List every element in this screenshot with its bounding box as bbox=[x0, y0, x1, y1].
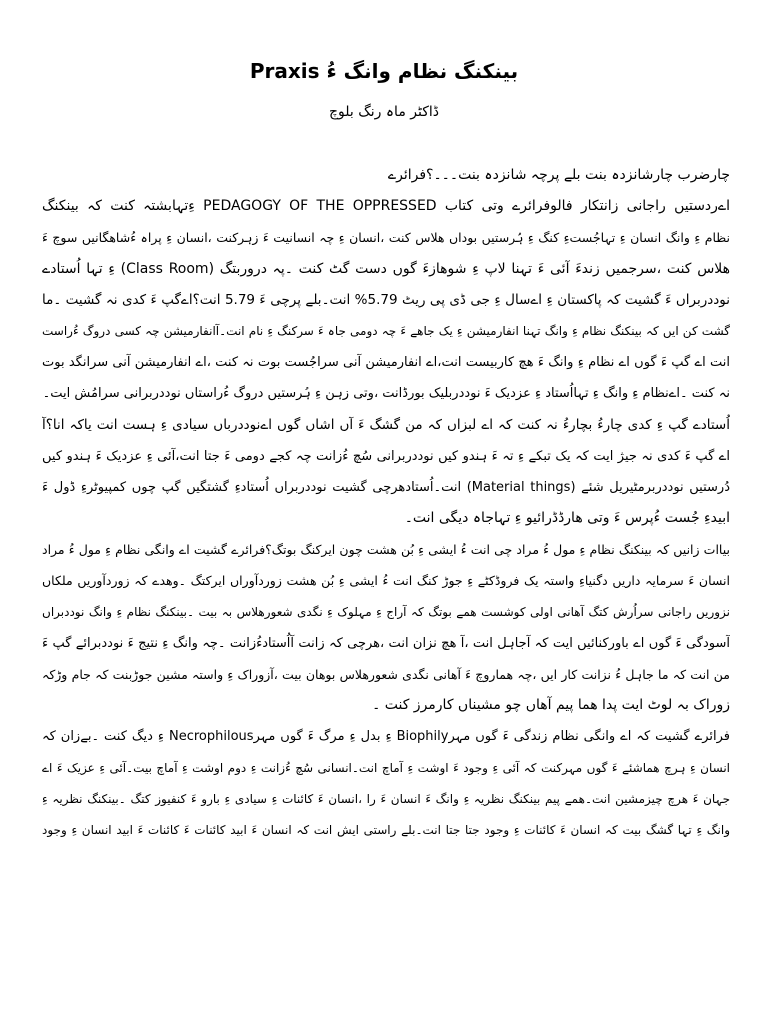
paragraph-line: انسان ءِ ہرچ ھماشئے ءَ گوں مہرکنت کہ آئی ءِ وجود ءَ اوشت ءِ آماچ انت۔انسانی سُچ ءُزانت ءِ دوم اوشت ءِ آماچ بیت۔آئی ءِ عزیک ءَ اے bbox=[42, 760, 730, 775]
paragraph-line: ابیدءِ جُست ءُپرس ءَ وتی ھارڈڈرائیو ءِ تہاجاہ دیگی انت۔ bbox=[404, 510, 730, 527]
paragraph-line: آسودگی ءَ گوں اے باورکنائیں ایت کہ آجاہل انت ،آ ھچ نزان انت ،ھرچی کہ زانت آاُستادءُزانت ۔چہ وانگ ءِ نتیج ءَ نوددبرائے گپ ءَ bbox=[42, 635, 730, 651]
paragraph-line: ھلاس کنت ،سرجمیں زندءَ آئی ءَ تہنا لاپ ءِ شوھازءَ گوں دست گٹ کنت ۔پہ دروربتگ (Class Room) ءِ تہا اُستادے bbox=[42, 260, 730, 277]
paragraph-line: بیاات زانیں کہ بینکنگ نظام ءِ مول ءُ مراد چی انت ءُ ایشی ءِ بُن ھشت چون ایرکنگ بوتگ؟فرائرے گشیت اے وانگی نظام ءِ مول ءُ مراد bbox=[42, 542, 730, 558]
paragraph-line: نہ کنت ۔اےنظام ءِ وانگ ءِ تہااُستاد ءِ عزدیک ءَ نوددربلیک بورڈانت ،وتی زہن ءِ ہُرستیں دروگ ءُراستاں نوددربرانی سرامُش ایت۔ bbox=[42, 386, 730, 402]
paragraph-line: نزوریں راجانی سراُرش کتگ آھانی اولی کوشست ھمے بوتگ کہ آراج ءِ مہلوک ءِ نگدی شعورھلاس بہ بیت ۔بینکنگ نظام ءِ وانگ نوددبراں bbox=[42, 604, 730, 619]
author-name: ڈاکٹر ماہ رنگ بلوچ bbox=[328, 104, 440, 120]
article-body bbox=[42, 160, 730, 846]
paragraph-line: فرائرے گشیت کہ اے وانگی نظام زندگی ءَ گوں مہرBiophily ءِ بدل ءِ مرگ ءَ گوں مہرNecrophilous ءِ دیگ کنت ۔بےزان کہ bbox=[42, 729, 730, 745]
paragraph-line: من انت کہ ما جاہل ءُ نزانت کار ایں ،چہ ھماروچ ءَ آھانی نگدی شعورھلاس بوھان بیت ،آزوراک ءِ واستہ مشین جوڑبنت کہ جام وڑکہ bbox=[42, 667, 730, 682]
paragraph-line: نظام ءِ وانگ انسان ءِ تہاجُستءِ کنگ ءِ ہُرستیں بوداں ھلاس کنت ،انسان ءِ چہ انسانیت ءَ زہرکنت ،انسان ءِ پراہ ءُشاھگانیں سوچ ءَ bbox=[42, 230, 730, 246]
paragraph-line: چارضرب چارشانزدہ بنت بلے پرچہ شانزدہ بنت۔۔۔؟فرائرے bbox=[387, 167, 730, 183]
paragraph-line: اےردستیں راجانی زانتکار فالوفرائرے وتی کتاب PEDAGOGY OF THE OPPRESSED ءِتہابشتہ کنت کہ بینکنگ bbox=[42, 198, 730, 215]
paragraph-line: جہان ءَ ھرچ چیزمشین انت۔ھمے پیم بینکنگ نظریہ ءِ وانگ ءَ انسان ءَ را ،انسان ءَ کائنات ءِ سیادی ءِ بارو ءَ کنفیوز کتگ ۔بینکنگ نظریہ ءِ bbox=[42, 791, 730, 806]
document-title: بینکنگ نظام وانگ ءُ Praxis bbox=[249, 59, 519, 83]
paragraph-line: انسان ءَ سرمایہ داریں دگنیاءِ واستہ یک فروڈکٹے ءِ جوڑ کنگ انت ءُ ایشی ءِ بُن ھشت زوردآوراں ایرکتگ ۔وھدے کہ زوردآوریں ملکاں bbox=[42, 573, 730, 589]
paragraph-line: زوراک بہ لوٹ ایت پدا ھما پیم آھاں چو مشیناں کارمرز کنت ۔ bbox=[372, 697, 730, 714]
paragraph-line: وانگ ءِ تہا گشگ بیت کہ انسان ءَ کائنات ءِ وجود جتا جتا انت۔بلے راستی ایش انت کہ انسان ءَ ابید کائنات ءَ کائنات ءَ ابید انسان ءِ وجود bbox=[42, 822, 730, 837]
paragraph-line: انت اے گپ ءَ گوں اے نظام ءِ وانگ ءَ ھچ کاربیست انت،اے انفارمیشن آنی سراجُست بوت نہ کنت ،اے انفارمیشن آنی سرانگد بوت bbox=[42, 355, 730, 371]
paragraph-line: اے گپ ءَ کدی نہ جیژ ایت کہ یک تبکے ءِ تہ ءَ ہندو کیں نوددربرانی سُچ ءُزانت چہ کجے دومی ءَ جتا انت،آئی ءِ عزدیک ءَ ہندو کیں bbox=[42, 448, 730, 464]
paragraph-line: اُستادے گپ ءِ کدی چارءُ بچارءُ نہ کنت کہ اے لبزاں کہ من گشگ ءَ آں اشاں گوں اےنوددرباں سیادی ءِ ہست انت یاکہ انا؟آ bbox=[42, 416, 730, 433]
paragraph-line: نوددربراں ءَ گشیت کہ پاکستان ءِ اےسال ءِ جی ڈی پی ریٹ 5.79% انت۔بلے پرچی ءَ 5.79 انت؟اےگپ ءَ کدی نہ گشیت ۔ما bbox=[42, 291, 730, 308]
paragraph-line: دُرستیں نوددربرمٹیریل شئے (Material things) انت۔اُستادھرچی گشیت نوددربراں اُستادءِ گشتگیں گپ چوں کمپیوٹرءِ ڈول ءَ bbox=[42, 479, 730, 495]
paragraph-line: گشت کن ایں کہ بینکنگ نظام ءِ وانگ تہنا انفارمیشن ءِ یک جاھے ءَ چہ دومی جاہ ءَ سرکنگ ءِ نام انت۔آانفارمیشن چہ کسی دروگ ءُراست bbox=[42, 323, 730, 338]
